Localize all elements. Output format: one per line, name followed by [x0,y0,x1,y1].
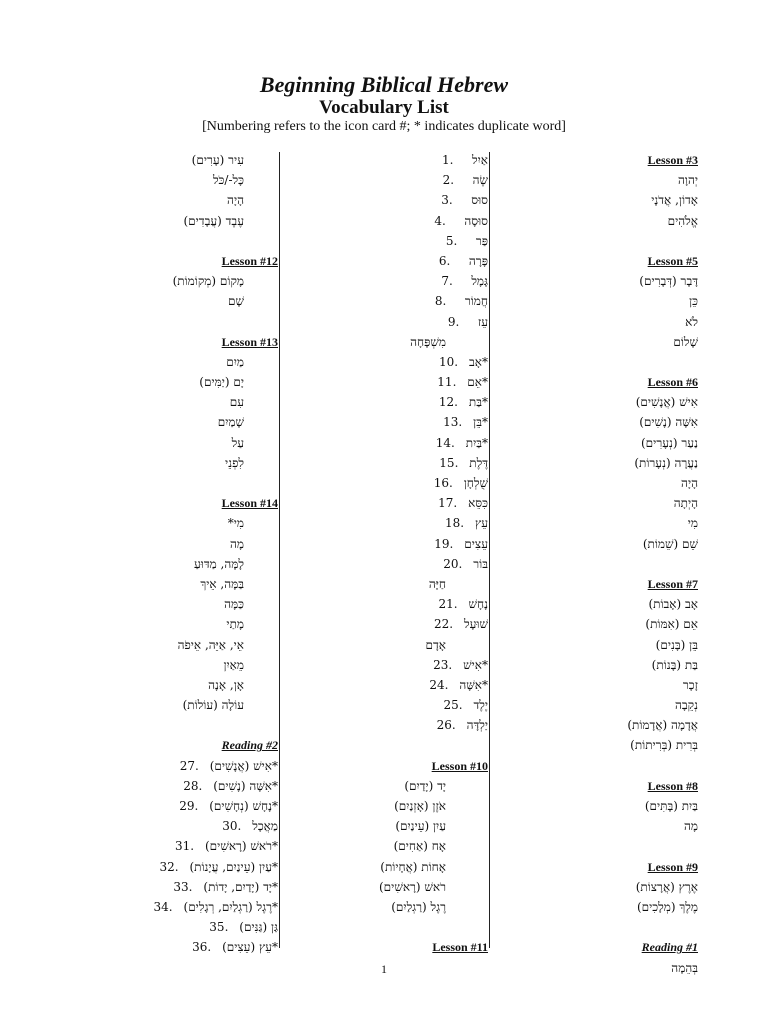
vocab-entry [150,574,278,594]
vocab-entry [330,150,488,170]
document-subtitle: Vocabulary List [319,97,449,118]
vocab-entry [580,211,698,231]
spacer [580,836,698,856]
icon-card-number: 35. [209,920,229,935]
hebrew-word: אָח (אַחִים) [393,839,446,854]
vocab-entry [580,493,698,513]
hebrew-word: בְּהֵמָה [671,960,698,975]
icon-card-number: 21. [438,597,458,612]
icon-card-number: 34. [153,899,173,914]
hebrew-word: לֹא [685,314,698,329]
icon-card-number: 6. [438,253,451,268]
vocab-entry [330,554,488,574]
icon-card-number: 5. [445,233,458,248]
hebrew-word: אָן, אָנָה [208,677,244,692]
hebrew-word: יַלְדָּה [466,718,488,733]
hebrew-word: *יָד (יָדַיִם, יָדוֹת) [203,879,278,894]
hebrew-word: אֵי, אַיֵּה, אֵיפֹה [177,637,244,652]
vocab-entry [330,695,488,715]
vocab-entry [150,897,278,917]
hebrew-word: *אִישׁ (אֲנָשִׁים) [209,758,278,773]
hebrew-word: אֵם (אִמּוֹת) [645,617,698,632]
hebrew-word: מִשְׁפָּחָה [410,334,446,349]
reading-heading: Reading #1 [641,940,698,955]
hebrew-word: נָחָשׁ [468,597,488,612]
hebrew-word: *אִשָּׁה (נָשִׁים) [213,778,278,793]
vocab-entry [150,776,278,796]
vocab-entry [330,574,488,594]
vocab-entry [580,170,698,190]
hebrew-word: אָב (אָבוֹת) [648,597,698,612]
vocab-entry [150,675,278,695]
reading-heading: Reading #2 [221,738,278,753]
vocab-entry [150,554,278,574]
vocab-entry [330,453,488,473]
hebrew-word: הָיְתָה [673,496,698,511]
icon-card-number: 31. [175,839,195,854]
vocab-entry [150,392,278,412]
hebrew-word: כֵּן [689,294,698,309]
vocab-entry [150,816,278,836]
hebrew-word: עַל [231,435,244,450]
vocab-entry [580,816,698,836]
vocab-entry [330,857,488,877]
vocab-entry [580,513,698,533]
vocab-entry [580,877,698,897]
icon-card-number: 36. [192,940,212,955]
vocab-entry [330,211,488,231]
icon-card-number: 26. [436,718,456,733]
vocab-entry [150,836,278,856]
vocab-entry [580,796,698,816]
hebrew-word: רֶגֶל (רַגְלַיִם) [391,899,446,914]
hebrew-word: *נָחָשׁ (נְחָשִׁים) [209,799,278,813]
icon-card-number: 19. [434,536,454,551]
hebrew-word: בַּת (בָּנוֹת) [651,657,698,672]
hebrew-word: *בַּיִת [465,435,488,450]
hebrew-word: *אִשָּׁה [459,677,488,692]
hebrew-word: שֵׁם (שֵׁמוֹת) [642,536,698,551]
hebrew-word: כַּמָּה [224,597,244,612]
hebrew-word: יֶלֶד [473,698,488,713]
lesson-heading: Lesson #7 [647,576,698,591]
vocab-column-right [580,150,698,978]
hebrew-word: עוֹלָה (עוֹלוֹת) [182,698,244,713]
hebrew-word: הָיָה [681,476,698,490]
hebrew-word: מָה [683,819,698,834]
spacer [150,473,278,493]
vocab-entry [580,534,698,554]
vocab-entry [580,635,698,655]
lesson-heading: Lesson #5 [647,253,698,268]
hebrew-word: פַּר [475,233,488,248]
vocab-entry [330,352,488,372]
vocab-entry [580,715,698,735]
icon-card-number: 22. [434,617,454,632]
hebrew-word: רֹאשׁ (רָאשִׁים) [379,879,446,894]
column-divider-left [279,152,280,948]
hebrew-word: מִי [687,516,698,531]
hebrew-word: אָדָם [425,637,446,652]
spacer [580,917,698,937]
spacer [330,735,488,755]
lesson-heading: Lesson #13 [221,334,278,349]
icon-card-number: 25. [443,698,463,713]
spacer [150,312,278,332]
hebrew-word: שָׁם [228,294,244,309]
icon-card-number: 15. [439,455,459,470]
hebrew-word: סוּס [471,193,488,208]
vocab-entry [580,473,698,493]
hebrew-word: חֲמוֹר [464,294,488,309]
vocab-entry [580,312,698,332]
hebrew-word: חַיָּה [428,576,446,591]
vocab-entry [330,897,488,917]
icon-card-number: 12. [438,395,458,410]
hebrew-word: פָּרָה [468,253,488,268]
vocab-entry [580,675,698,695]
vocab-entry [330,473,488,493]
vocab-entry [330,312,488,332]
hebrew-word: נַעַר (נְעָרִים) [641,435,698,450]
vocab-entry [330,877,488,897]
vocab-entry [150,695,278,715]
hebrew-word: מֵאַיִן [223,657,244,672]
icon-card-number: 3. [441,193,453,208]
lesson-heading: Lesson #3 [647,153,698,167]
hebrew-word: אָחוֹת (אֲחָיוֹת) [380,859,446,874]
hebrew-word: דָּבָר (דְּבָרִים) [639,274,698,289]
icon-card-number: 1. [442,153,454,167]
vocab-entry [580,655,698,675]
hebrew-word: עֵז [477,314,488,329]
page-header [0,72,768,136]
hebrew-word: עֵצִים [464,536,488,551]
hebrew-word: דֶּלֶת [469,455,488,470]
lesson-heading: Lesson #6 [647,375,698,390]
vocab-entry [330,534,488,554]
icon-card-number: 17. [438,496,458,511]
vocab-entry [150,937,278,957]
vocab-entry [330,675,488,695]
hebrew-word: מָקוֹם (מְקוֹמוֹת) [172,274,244,289]
vocab-entry [150,877,278,897]
vocab-entry [330,332,488,352]
vocab-entry [330,635,488,655]
spacer [580,756,698,776]
vocab-entry [150,170,278,190]
hebrew-word: הָיָה [227,193,244,208]
vocab-entry [150,291,278,311]
vocab-entry [150,271,278,291]
hebrew-word: בֵּן (בָּנִים) [655,637,698,652]
icon-card-number: 30. [222,819,242,834]
hebrew-word: שָׁמַיִם [217,415,244,430]
document-title: Beginning Biblical Hebrew [259,72,509,97]
vocab-entry [330,614,488,634]
vocab-entry [330,594,488,614]
spacer [580,554,698,574]
vocab-entry [330,251,488,271]
icon-card-number: 2. [442,173,455,188]
hebrew-word: *עַיִן (עֵינַיִם, עֲיָנוֹת) [189,859,278,874]
vocab-entry [330,271,488,291]
spacer [150,715,278,735]
vocab-entry [330,372,488,392]
hebrew-word: נַעֲרָה (נְעָרוֹת) [634,455,698,470]
vocab-entry [580,392,698,412]
vocab-entry [330,291,488,311]
hebrew-word: *רֶגֶל (רַגְלַיִם, רְגָלִים) [183,899,278,914]
numbering-note: [Numbering refers to the icon card #; * indicates duplicate word] [202,119,566,134]
hebrew-word: מַאֲכָל [252,819,278,834]
vocab-entry [150,150,278,170]
hebrew-word: כִּסֵּא [468,496,488,511]
vocab-entry [150,372,278,392]
hebrew-word: יָד (יָדַיִם) [404,778,446,793]
hebrew-word: יָם (יַמִּים) [199,375,244,390]
vocab-entry [580,412,698,432]
vocab-entry [330,816,488,836]
vocab-entry [150,756,278,776]
vocab-entry [330,231,488,251]
vocab-entry [580,271,698,291]
vocab-entry [580,433,698,453]
icon-card-number: 29. [179,799,199,813]
hebrew-word: בְּרִית (בְּרִיתוֹת) [630,738,698,753]
vocab-entry [150,190,278,210]
vocab-entry [150,211,278,231]
vocab-entry [150,635,278,655]
hebrew-word: בַּמָּה, אֵיךְ [200,576,244,591]
vocab-entry [150,594,278,614]
vocab-entry [150,614,278,634]
vocab-entry [580,695,698,715]
vocab-entry [330,493,488,513]
column-divider-right [489,152,490,948]
hebrew-word: שֻׁלְחָן [463,476,488,490]
vocab-entry [150,796,278,816]
vocab-entry [330,836,488,856]
icon-card-number: 13. [443,415,463,430]
spacer [150,231,278,251]
hebrew-word: מָתַי [226,617,244,632]
lesson-heading: Lesson #11 [432,940,488,955]
hebrew-word: שׁוּעָל [464,617,488,632]
icon-card-number: 27. [179,758,199,773]
hebrew-word: מָה [229,536,244,551]
icon-card-number: 7. [441,274,453,289]
hebrew-word: *אִישׁ [463,657,488,672]
hebrew-word: עִם [229,395,244,410]
icon-card-number: 18. [444,516,465,531]
vocab-entry [150,433,278,453]
spacer [580,231,698,251]
vocab-entry [330,412,488,432]
vocab-column-left [150,150,278,958]
lesson-heading: Lesson #8 [647,778,698,793]
hebrew-word: עַיִן (עֵינַיִם) [395,819,446,834]
vocab-entry [580,291,698,311]
icon-card-number: 10. [439,354,459,369]
vocab-entry [150,655,278,675]
vocab-column-middle [330,150,488,958]
lesson-heading: Lesson #9 [647,859,698,874]
icon-card-number: 4. [434,213,446,228]
lesson-heading: Lesson #10 [431,758,488,773]
vocab-entry [150,917,278,937]
hebrew-word: שָׁלוֹם [673,334,698,349]
hebrew-word: *עֵץ (עֵצִים) [222,940,278,955]
vocab-entry [330,433,488,453]
hebrew-word: אֹזֶן (אָזְנַיִם) [394,799,446,813]
icon-card-number: 32. [159,859,179,874]
icon-card-number: 9. [447,314,460,329]
hebrew-word: אָדוֹן, אֲדֹנָי [651,193,698,208]
hebrew-word: זָכָר [682,677,698,692]
vocab-entry [330,655,488,675]
hebrew-word: אֶרֶץ (אֲרָצוֹת) [635,879,698,894]
hebrew-word: בַּיִת (בָּתִּים) [644,799,698,813]
vocab-entry [580,614,698,634]
hebrew-word: מֶלֶךְ (מְלָכִים) [636,899,698,914]
page-number: 1 [381,962,387,976]
vocab-entry [330,776,488,796]
hebrew-word: נְקֵבָה [674,698,698,713]
lesson-heading: Lesson #14 [221,496,278,511]
vocab-entry [330,392,488,412]
hebrew-word: מִי* [227,516,244,531]
hebrew-word: אַיִל [472,153,488,167]
hebrew-word: *אָב [469,354,488,369]
vocab-entry [150,513,278,533]
icon-card-number: 33. [173,879,193,894]
icon-card-number: 20. [443,556,463,571]
hebrew-word: *רֹאשׁ (רָאשִׁים) [205,839,278,854]
hebrew-word: סוּסָה [464,213,488,228]
hebrew-word: אֱלֹהִים [667,213,698,228]
hebrew-word: אִישׁ (אֲנָשִׁים) [635,395,698,410]
icon-card-number: 8. [434,294,447,309]
icon-card-number: 11. [437,375,457,390]
hebrew-word: עֵץ [474,516,488,531]
icon-card-number: 24. [429,677,449,692]
vocab-entry [330,796,488,816]
hebrew-word: לָמָּה, מַדּוּעַ [193,556,244,571]
icon-card-number: 16. [433,476,453,490]
hebrew-word: מַיִם [226,354,244,369]
vocab-entry [330,715,488,735]
hebrew-word: לִפְנֵי [225,455,244,470]
hebrew-word: כָּל-/כֹּל [212,173,244,188]
vocab-entry [150,352,278,372]
icon-card-number: 23. [433,657,453,672]
icon-card-number: 28. [183,778,203,793]
hebrew-word: עִיר (עָרִים) [191,153,244,167]
vocab-entry [330,170,488,190]
hebrew-word: יְהוָה [677,173,698,188]
hebrew-word: *אֵם [467,375,488,390]
hebrew-word: בּוֹר [473,556,488,571]
vocab-entry [150,534,278,554]
spacer [330,917,488,937]
hebrew-word: *בַּת [468,395,488,410]
spacer [580,352,698,372]
hebrew-word: *בֵּן [473,415,488,430]
vocab-entry [330,513,488,533]
vocab-entry [580,332,698,352]
hebrew-word: עֶבֶד (עֲבָדִים) [183,213,244,228]
hebrew-word: אֲדָמָה (אֲדָמוֹת) [627,718,698,733]
vocab-entry [580,897,698,917]
lesson-heading: Lesson #12 [221,253,278,268]
hebrew-word: שֶׂה [472,173,488,188]
vocab-entry [580,735,698,755]
vocab-entry [580,453,698,473]
vocab-entry [150,857,278,877]
vocab-entry [580,594,698,614]
icon-card-number: 14. [435,435,455,450]
hebrew-word: גָּמָל [471,274,488,289]
vocab-entry [150,453,278,473]
vocab-entry [580,190,698,210]
hebrew-word: גַּן (גַּנִּים) [239,920,278,935]
vocab-entry [150,412,278,432]
hebrew-word: אִשָּׁה (נָשִׁים) [639,415,698,430]
vocab-entry [330,190,488,210]
